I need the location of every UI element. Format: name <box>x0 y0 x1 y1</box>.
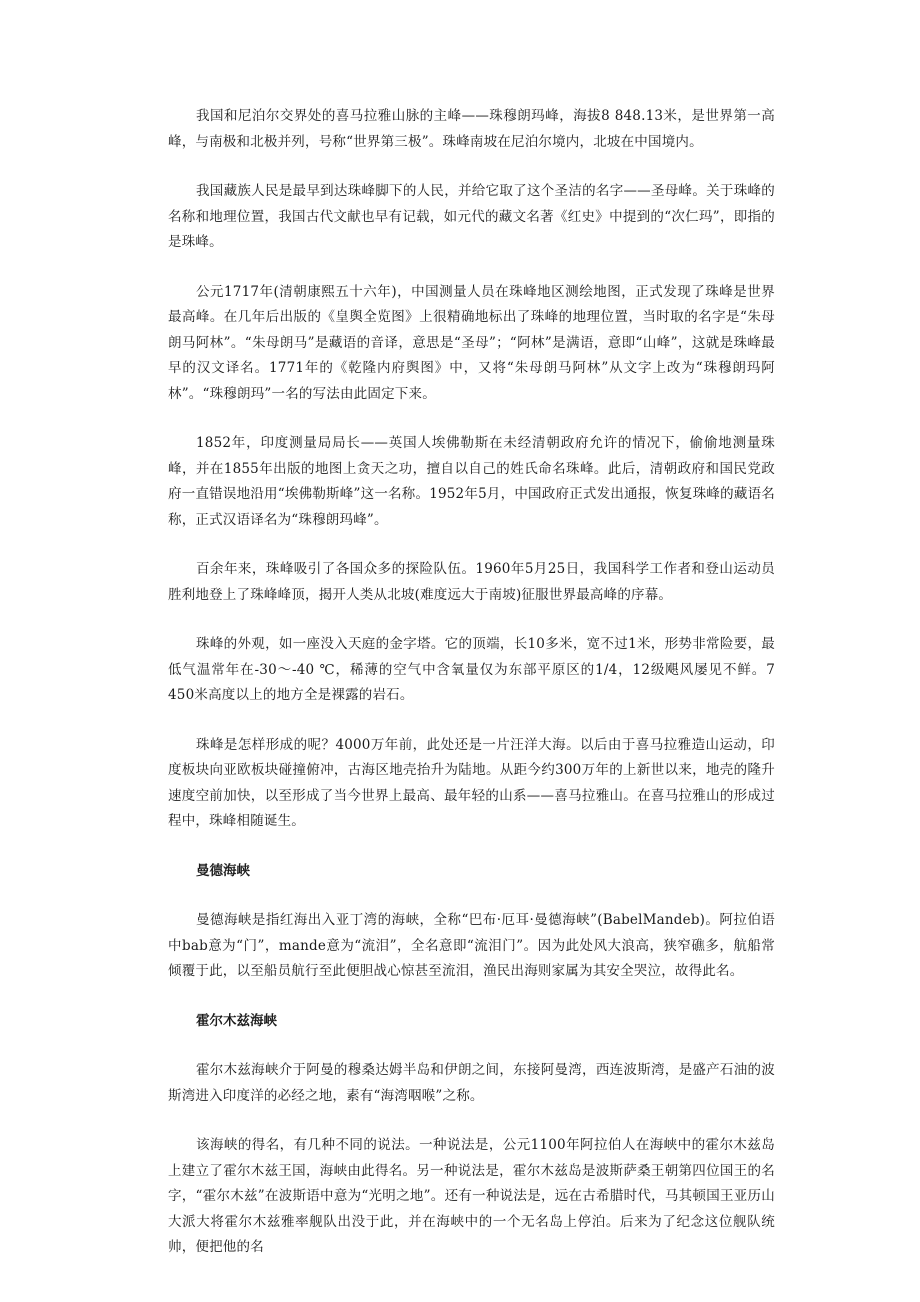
section-heading-mandeb: 曼德海峡 <box>196 862 250 879</box>
section-heading-hormuz: 霍尔木兹海峡 <box>196 1012 277 1029</box>
paragraph-hormuz-name-origin: 该海峡的得名，有几种不同的说法。一种说法是，公元1100年阿拉伯人在海峡中的霍尔木兹岛上建立了霍尔木兹王国，海峡由此得名。另一种说法是，霍尔木兹岛是波斯萨桑王朝第四位国王的名字，“霍尔木兹”在波斯语中意为“光明之地”。还有一种说法是，远在古希腊时代，马其顿国王亚历山大派大将霍尔木兹雅率舰队出没于此，并在海峡中的一个无名岛上停泊。后来为了纪念这位舰队统帅，便把他的名 <box>168 1137 775 1255</box>
paragraph-appearance: 珠峰的外观，如一座没入天庭的金字塔。它的顶端，长10多米，宽不过1米，形势非常险要，最低气温常年在-30～-40 ℃，稀薄的空气中含氧量仅为东部平原区的1/4，12级飓风屡见不鲜。7 450米高度以上的地方全是裸露的岩石。 <box>168 636 775 703</box>
paragraph-1717-survey: 公元1717年(清朝康熙五十六年)，中国测量人员在珠峰地区测绘地图，正式发现了珠峰是世界最高峰。在几年后出版的《皇舆全览图》上很精确地标出了珠峰的地理位置，当时取的名字是“朱母朗马阿林”。“朱母朗马”是藏语的音译，意思是“圣母”；“阿林”是满语，意即“山峰”，这就是珠峰最早的汉文译名。1771年的《乾隆内府舆图》中，又将“朱母朗马阿林”从文字上改为“珠穆朗玛阿林”。“珠穆朗玛”一名的写法由此固定下来。 <box>168 283 775 402</box>
paragraph-formation: 珠峰是怎样形成的呢？4000万年前，此处还是一片汪洋大海。以后由于喜马拉雅造山运动，印度板块向亚欧板块碰撞俯冲，古海区地壳抬升为陆地。从距今约300万年的上新世以来，地壳的隆升速度空前加快，以至形成了当今世界上最高、最年轻的山系——喜马拉雅山。在喜马拉雅山的形成过程中，珠峰相随诞生。 <box>168 736 775 829</box>
paragraph-1960-ascent: 百余年来，珠峰吸引了各国众多的探险队伍。1960年5月25日，我国科学工作者和登山运动员胜利地登上了珠峰峰顶，揭开人类从北坡(难度远大于南坡)征服世界最高峰的序幕。 <box>168 561 775 603</box>
paragraph-mandeb: 曼德海峡是指红海出入亚丁湾的海峡，全称“巴布·厄耳·曼德海峡”(BabelMandeb)。阿拉伯语中bab意为“门”，mande意为“流泪”，全名意即“流泪门”。因为此处风大浪高，狭窄礁多，航船常倾覆于此，以至船员航行至此便胆战心惊甚至流泪，渔民出海则家属为其安全哭泣，故得此名。 <box>168 912 775 979</box>
paragraph-hormuz-location: 霍尔木兹海峡介于阿曼的穆桑达姆半岛和伊朗之间，东接阿曼湾，西连波斯湾，是盛产石油的波斯湾进入印度洋的必经之地，素有“海湾咽喉”之称。 <box>168 1062 775 1104</box>
paragraph-1852-everest: 1852年，印度测量局局长——英国人埃佛勒斯在未经清朝政府允许的情况下，偷偷地测量珠峰，并在1855年出版的地图上贪天之功，擅自以自己的姓氏命名珠峰。此后，清朝政府和国民党政府一直错误地沿用“埃佛勒斯峰”这一名称。1952年5月，中国政府正式发出通报，恢复珠峰的藏语名称，正式汉语译名为“珠穆朗玛峰”。 <box>168 435 775 528</box>
paragraph-tibetan-name: 我国藏族人民是最早到达珠峰脚下的人民，并给它取了这个圣洁的名字——圣母峰。关于珠峰的名称和地理位置，我国古代文献也早有记载，如元代的藏文名著《红史》中提到的“次仁玛”，即指的是珠峰。 <box>168 183 775 250</box>
paragraph-everest-intro: 我国和尼泊尔交界处的喜马拉雅山脉的主峰——珠穆朗玛峰，海拔8 848.13米，是世界第一高峰，与南极和北极并列，号称“世界第三极”。珠峰南坡在尼泊尔境内，北坡在中国境内。 <box>168 108 775 150</box>
